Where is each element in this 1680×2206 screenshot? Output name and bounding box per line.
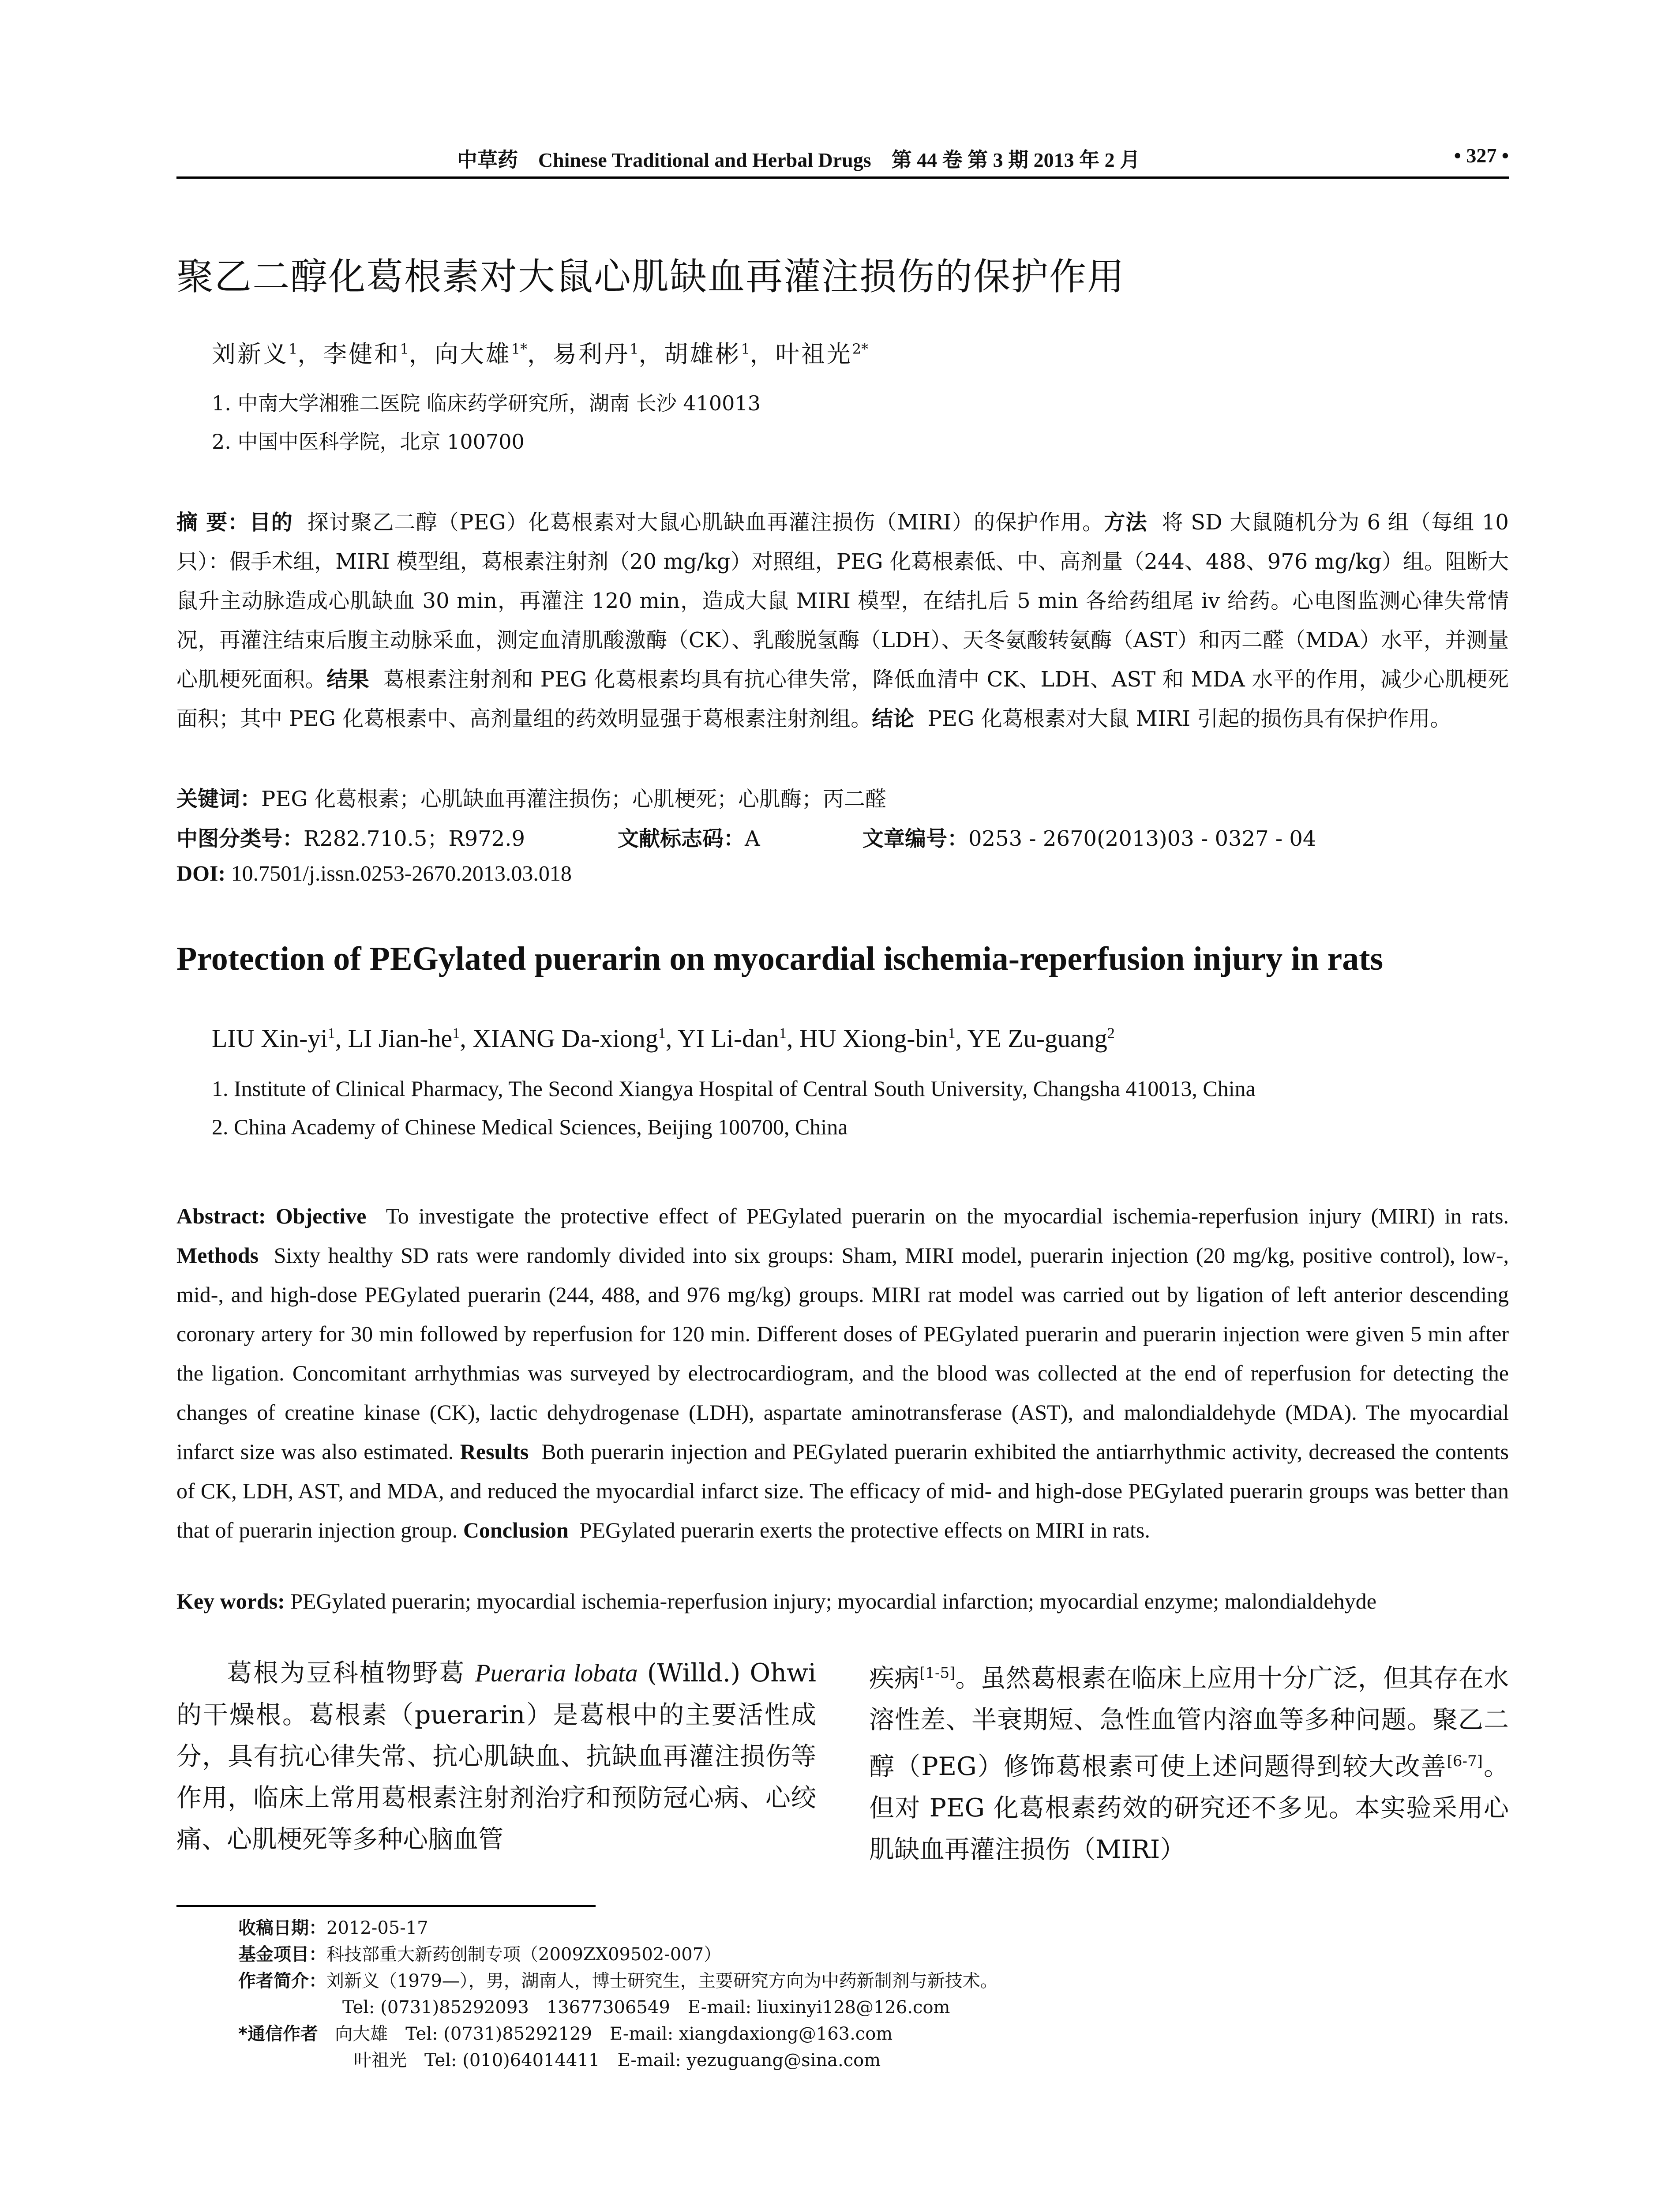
citation: [1-5]	[919, 1664, 956, 1682]
conclusion-label: 结论	[872, 706, 915, 731]
results-label: 结果	[326, 667, 370, 692]
corresponding-author	[238, 2021, 1509, 2047]
cn-affiliation-2: 2. 中国中医科学院，北京 100700	[212, 430, 525, 454]
author-sup: 2	[1107, 1025, 1115, 1042]
methods-label: 方法	[1104, 510, 1148, 535]
author-sup: 1	[327, 1025, 335, 1042]
cn-author: 李健和	[323, 340, 400, 368]
fund-info	[238, 1941, 1509, 1968]
author-sup: 1	[400, 341, 409, 357]
journal-name-cn: 中草药	[457, 149, 518, 171]
author-sup: 1	[948, 1025, 956, 1042]
footnote-rule	[176, 1905, 596, 1907]
doc-code-value: A	[745, 826, 760, 851]
page-number: • 327 •	[1454, 144, 1509, 167]
received-label: 收稿日期：	[238, 1918, 326, 1938]
corresponding-author-2: 叶祖光 Tel: (010)64014411 E-mail: yezuguang@sina.com	[354, 2050, 881, 2071]
bio-value: 刘新义（1979—），男，湖南人，博士研究生，主要研究方向为中药新制剂与新技术。	[326, 1971, 998, 1991]
cn-author: 叶祖光	[775, 340, 852, 368]
en-affiliation-2: 2. China Academy of Chinese Medical Sciences, Beijing 100700, China	[212, 1114, 848, 1139]
conclusion-label: Conclusion	[463, 1518, 569, 1542]
citation: [6-7]	[1447, 1752, 1483, 1770]
methods-text: Sixty healthy SD rats were randomly divided into six groups: Sham, MIRI model, puerarin injection (20 mg/kg, positive control), low-, mid-, and high-dose PEGylated puerarin (244, 488, and 976 mg/kg) groups. MIRI rat model was carried out by ligation of left anterior descending coronary artery for 30 min followed by reperfusion for 120 min. Different doses of PEGylated puerarin and puerarin injection were given 5 min after the ligation. Concomitant arrhythmias was surveyed by electrocardiogram, and the blood was collected at the end of reperfusion for detecting the changes of creatine kinase (CK), lactic dehydrogenase (LDH), aspartate aminotransferase (AST), and malondialdehyde (MDA). The myocardial infarct size was also estimated.	[176, 1243, 1509, 1464]
author-sup: 1	[741, 341, 750, 357]
abstract-label: 摘 要：	[176, 510, 250, 535]
en-abstract	[176, 1197, 1509, 1550]
keywords-label: 关键词：	[176, 787, 262, 811]
clc-value: R282.710.5；R972.9	[304, 826, 525, 851]
results-text: 葛根素注射剂和 PEG 化葛根素均具有抗心律失常，降低血清中 CK、LDH、AST 和 MDA 水平的作用，减少心肌梗死面积；其中 PEG 化葛根素中、高剂量组的药效明显强于葛根素注射剂组。	[176, 667, 1509, 731]
fund-label: 基金项目：	[238, 1944, 326, 1965]
classification-line	[176, 822, 1509, 852]
objective-text: 探讨聚乙二醇（PEG）化葛根素对大鼠心肌缺血再灌注损伤（MIRI）的保护作用。	[307, 510, 1104, 535]
doi-value: 10.7501/j.issn.0253-2670.2013.03.018	[231, 861, 572, 885]
author-bio	[238, 1968, 1509, 1994]
article-id-value: 0253 - 2670(2013)03 - 0327 - 04	[968, 826, 1316, 851]
conclusion-text: PEGylated puerarin exerts the protective effects on MIRI in rats.	[579, 1518, 1150, 1542]
running-header	[176, 140, 1509, 172]
cn-keywords	[176, 782, 1509, 812]
body-text: 。但对 PEG 化葛根素药效的研究还不多见。本实验采用心肌缺血再灌注损伤（MIRI）	[869, 1752, 1509, 1864]
doi-line	[176, 860, 1509, 886]
en-author: LIU Xin-yi	[212, 1024, 328, 1053]
species-name: Pueraria lobata	[475, 1659, 638, 1687]
author-sup: 1	[658, 1025, 666, 1042]
en-keywords	[176, 1588, 1509, 1614]
header-journal	[176, 144, 1421, 173]
en-author: XIANG Da-xiong	[472, 1024, 658, 1053]
abstract-label: Abstract:	[176, 1204, 266, 1228]
author-sup: 1	[779, 1025, 787, 1042]
methods-text: 将 SD 大鼠随机分为 6 组（每组 10 只）：假手术组，MIRI 模型组，葛根素注射剂（20 mg/kg）对照组，PEG 化葛根素低、中、高剂量（244、488、976 mg/kg）组。阻断大鼠升主动脉造成心肌缺血 30 min，再灌注 120 min，造成大鼠 MIRI 模型，在结扎后 5 min 各给药组尾 iv 给药。心电图监测心律失常情况，再灌注结束后腹主动脉采血，测定血清肌酸激酶（CK）、乳酸脱氢酶（LDH）、天冬氨酸转氨酶（AST）和丙二醛（MDA）水平，并测量心肌梗死面积。	[176, 510, 1509, 692]
corr-label: *通信作者	[238, 2024, 318, 2044]
clc-label: 中图分类号：	[176, 826, 304, 851]
en-affiliation-1: 1. Institute of Clinical Pharmacy, The Second Xiangya Hospital of Central South University, Changsha 410013, China	[212, 1076, 1256, 1101]
keywords-label: Key words:	[176, 1589, 285, 1613]
objective-label: 目的	[249, 510, 293, 535]
header-rule	[176, 176, 1509, 179]
author-sup: 1*	[511, 341, 528, 357]
cn-author: 刘新义	[212, 340, 289, 368]
received-date	[238, 1915, 1509, 1941]
results-text: Both puerarin injection and PEGylated puerarin exhibited the antiarrhythmic activity, decreased the contents of CK, LDH, AST, and MDA, and reduced the myocardial infarct size. The efficacy of mid- and high-dose PEGylated puerarin groups was better than that of puerarin injection group.	[176, 1439, 1509, 1542]
conclusion-text: PEG 化葛根素对大鼠 MIRI 引起的损伤具有保护作用。	[927, 706, 1451, 731]
article-id-label: 文章编号：	[862, 826, 969, 851]
author-sup: 2*	[852, 341, 869, 357]
en-authors: LIU Xin-$yi^1$, LI Jian-$he^1$, XIANG Da-xiong$^1$, YI Li-dan$^1$, HU Xiong-bin$^1$, YE Zu-guang$^2$	[212, 1024, 1115, 1053]
methods-label: Methods	[176, 1243, 259, 1268]
footnotes	[238, 1915, 1509, 2074]
cn-authors: 刘新义$^1$，李健和$^1$，向大雄$^{1*}$，易利丹$^1$，胡雄彬$^1$，叶祖光$^{2*}$	[212, 340, 869, 368]
en-author: HU Xiong-bin	[799, 1024, 948, 1053]
author-sup: 1	[630, 341, 639, 357]
en-title: Protection of PEGylated puerarin on myocardial ischemia-reperfusion injury in rats	[176, 940, 1384, 977]
body-text: (Willd.) Ohwi 的干燥根。葛根素（puerarin）是葛根中的主要活性成分，具有抗心律失常、抗心肌缺血、抗缺血再灌注损伤等作用，临床上常用葛根素注射剂治疗和预防冠心病、心绞痛、心肌梗死等多种心脑血管	[176, 1658, 817, 1854]
objective-label: Objective	[275, 1204, 367, 1228]
keywords-text: PEG 化葛根素；心肌缺血再灌注损伤；心肌梗死；心肌酶；丙二醛	[261, 787, 886, 811]
results-label: Results	[460, 1439, 529, 1464]
doc-code-label: 文献标志码：	[618, 826, 745, 851]
body-text: 葛根为豆科植物野葛	[227, 1658, 466, 1688]
doi-label: DOI:	[176, 861, 226, 885]
cn-author: 易利丹	[553, 340, 630, 368]
objective-text: To investigate the protective effect of PEGylated puerarin on the myocardial ischemia-reperfusion injury (MIRI) in rats.	[386, 1204, 1509, 1228]
fund-value: 科技部重大新药创制专项（2009ZX09502-007）	[326, 1944, 722, 1965]
cn-abstract	[176, 503, 1509, 739]
corr-value-1: 向大雄 Tel: (0731)85292129 E-mail: xiangdaxiong@163.com	[335, 2024, 893, 2044]
body-text: 疾病	[869, 1664, 920, 1693]
bio-label: 作者简介：	[238, 1971, 326, 1991]
en-author: YI Li-dan	[677, 1024, 779, 1053]
author-sup: 1	[289, 341, 298, 357]
received-value: 2012-05-17	[326, 1918, 428, 1938]
en-author: YE Zu-guang	[967, 1024, 1107, 1053]
author-contact: Tel: (0731)85292093 13677306549 E-mail: liuxinyi128@126.com	[342, 1997, 950, 2018]
cn-title: 聚乙二醇化葛根素对大鼠心肌缺血再灌注损伤的保护作用	[176, 255, 1125, 298]
cn-affiliation-1: 1. 中南大学湘雅二医院 临床药学研究所，湖南 长沙 410013	[212, 391, 761, 415]
cn-author: 胡雄彬	[664, 340, 741, 368]
keywords-text: PEGylated puerarin; myocardial ischemia-reperfusion injury; myocardial infarction; myocardial enzyme; malondialdehyde	[290, 1589, 1376, 1613]
body-text: 。虽然葛根素在临床上应用十分广泛，但其存在水溶性差、半衰期短、急性血管内溶血等多种问题。聚乙二醇（PEG）修饰葛根素可使上述问题得到较大改善	[869, 1664, 1509, 1781]
author-sup: 1	[452, 1025, 460, 1042]
journal-name-en: Chinese Traditional and Herbal Drugs	[538, 149, 871, 171]
en-author: LI Jian-he	[348, 1024, 453, 1053]
cn-author: 向大雄	[434, 340, 511, 368]
body-column-right	[869, 1652, 1509, 1870]
body-column-left	[176, 1652, 816, 1860]
issue-info: 第 44 卷 第 3 期 2013 年 2 月	[891, 149, 1140, 171]
